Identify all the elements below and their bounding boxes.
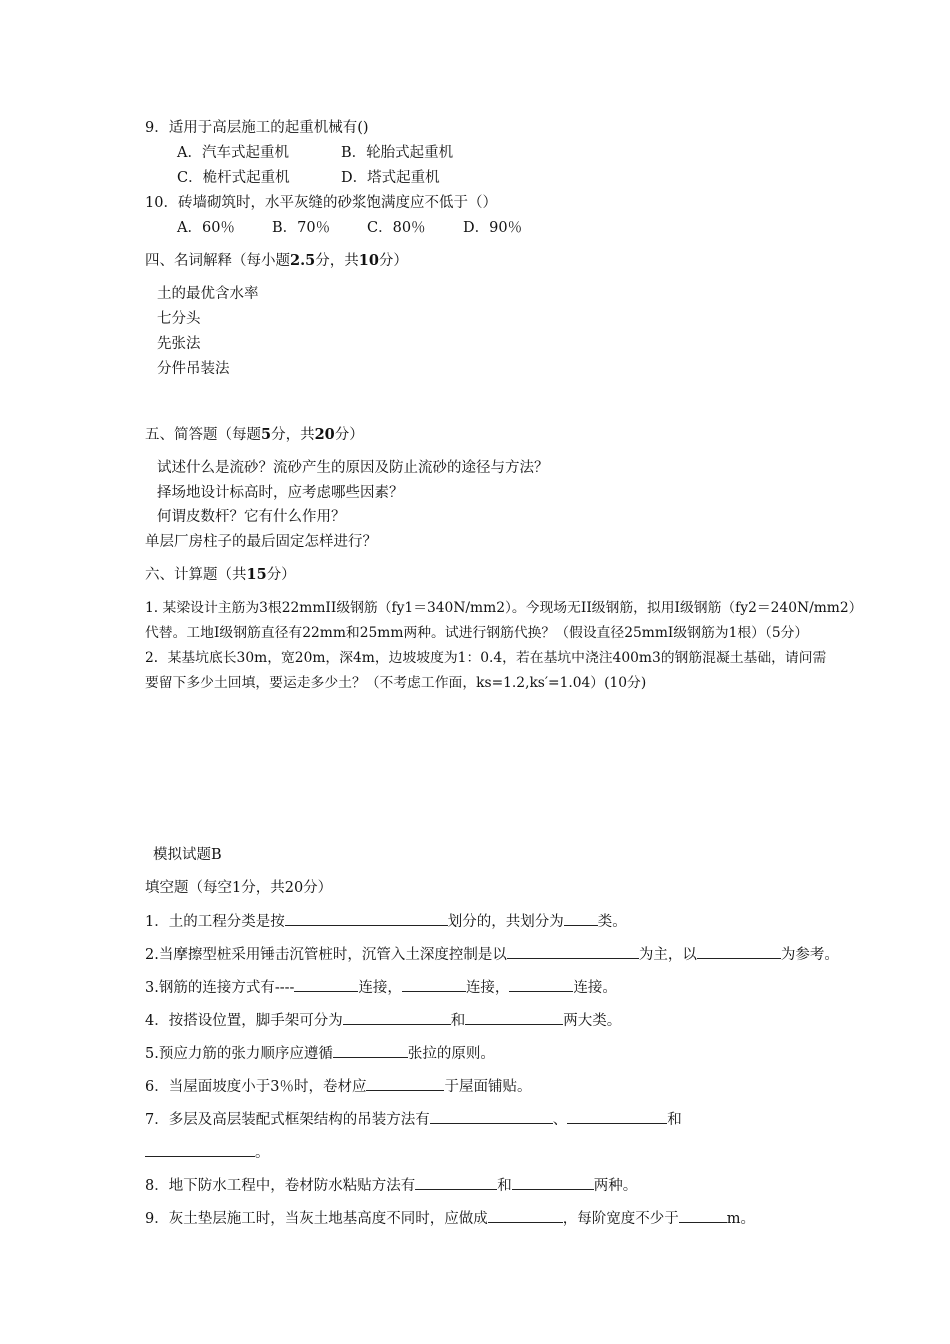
answer-blank[interactable]: [488, 1208, 563, 1223]
fill-text: 为主，以: [638, 947, 697, 963]
fill-text: 两大类。: [563, 1013, 622, 1029]
fill-text: 3.钢筋的连接方式有----: [145, 980, 295, 996]
question-item: 试述什么是流砂？流砂产生的原因及防止流砂的途径与方法？: [157, 460, 549, 476]
calc-problem-1-line-2: 代替。工地Ⅰ级钢筋直径有22mm和25mm两种。试进行钢筋代换？（假设直径25mmⅠ级钢筋为1根）（5分）: [145, 625, 809, 641]
fill-text: 5.预应力筋的张力顺序应遵循: [145, 1046, 333, 1062]
test-b-title: 模拟试题B: [153, 847, 222, 863]
section-4-prefix: 四、名词解释（每小题: [145, 253, 290, 269]
answer-blank[interactable]: [343, 1010, 451, 1025]
fill-text: 7．多层及高层装配式框架结构的吊装方法有: [145, 1112, 430, 1128]
fill-text: 1．土的工程分类是按: [145, 914, 285, 930]
fill-text: 为参考。: [780, 947, 839, 963]
answer-blank[interactable]: [145, 1142, 255, 1157]
fill-item-7-continued: [145, 1142, 270, 1163]
fill-item-6: [145, 1076, 531, 1097]
fill-text: m。: [726, 1211, 755, 1227]
q10-stem: 10．砖墙砌筑时，水平灰缝的砂浆饱满度应不低于（）: [145, 195, 497, 211]
answer-blank[interactable]: [512, 1175, 594, 1190]
section-4-mid: 分，共: [315, 253, 359, 269]
section-5-total: 20: [314, 426, 335, 443]
fill-text: 和: [450, 1013, 466, 1029]
section-4-suffix: 分）: [378, 253, 408, 269]
calc-problem-1-line-1: 1. 某梁设计主筋为3根22mmII级钢筋（fy1＝340N/mm2）。今现场无II级钢筋，拟用Ⅰ级钢筋（fy2＝240N/mm2）: [145, 600, 863, 616]
question-item: 单层厂房柱子的最后固定怎样进行？: [145, 534, 377, 550]
q10-option-a: A．60％: [177, 220, 235, 236]
answer-blank[interactable]: [679, 1208, 727, 1223]
question-item: 择场地设计标高时，应考虑哪些因素？: [157, 485, 404, 501]
fill-text: 2.当摩擦型桩采用锤击沉管桩时，沉管入土深度控制是以: [145, 947, 507, 963]
section-4-heading: [145, 251, 408, 271]
section-5-suffix: 分）: [334, 427, 364, 443]
fill-item-5: [145, 1043, 495, 1064]
section-5-prefix: 五、简答题（每题: [145, 427, 261, 443]
fill-text: 两种。: [593, 1178, 638, 1194]
answer-blank[interactable]: [430, 1109, 553, 1124]
section-6-heading: [145, 565, 296, 585]
q9-option-b: B．轮胎式起重机: [341, 145, 454, 161]
fill-text: 和: [667, 1112, 682, 1128]
section-5-heading: [145, 425, 364, 445]
term-item: 先张法: [157, 336, 201, 352]
fill-text: 4．按搭设位置，脚手架可分为: [145, 1013, 343, 1029]
fill-text: 6．当屋面坡度小于3％时，卷材应: [145, 1079, 367, 1095]
q9-option-d: D．塔式起重机: [341, 170, 440, 186]
fill-text: 、: [552, 1112, 568, 1128]
q10-option-d: D．90％: [463, 220, 523, 236]
fill-text: 和: [497, 1178, 512, 1194]
q9-option-a: A．汽车式起重机: [177, 145, 289, 161]
fill-text: 8．地下防水工程中，卷材防水粘贴方法有: [145, 1178, 416, 1194]
fill-in-header: 填空题（每空1分，共20分）: [145, 880, 333, 896]
fill-text: 9．灰土垫层施工时，当灰土地基高度不同时，应做成: [145, 1211, 488, 1227]
term-item: 分件吊装法: [157, 361, 230, 377]
answer-blank[interactable]: [567, 1109, 667, 1124]
fill-text: 张拉的原则。: [407, 1046, 495, 1062]
section-5-mid: 分，共: [271, 427, 315, 443]
q10-option-b: B．70％: [272, 220, 331, 236]
term-item: 土的最优含水率: [157, 286, 259, 302]
answer-blank[interactable]: [507, 944, 639, 959]
answer-blank[interactable]: [415, 1175, 497, 1190]
section-4-score: 2.5: [290, 252, 316, 269]
fill-item-2: [145, 944, 839, 965]
fill-text: 划分的，共划分为: [447, 914, 564, 930]
fill-text: ，每阶宽度不少于: [562, 1211, 679, 1227]
answer-blank[interactable]: [366, 1076, 444, 1091]
answer-blank[interactable]: [402, 977, 466, 992]
fill-text: 连接，: [465, 980, 510, 996]
fill-item-4: [145, 1010, 621, 1031]
question-item: 何谓皮数杆？它有什么作用？: [157, 509, 346, 525]
section-4-total: 10: [358, 252, 379, 269]
q9-option-c: C．桅杆式起重机: [177, 170, 290, 186]
answer-blank[interactable]: [333, 1043, 408, 1058]
section-6-suffix: 分）: [266, 567, 296, 583]
q9-stem: 9．适用于高层施工的起重机械有(): [145, 120, 369, 136]
section-6-prefix: 六、计算题（共: [145, 567, 247, 583]
term-item: 七分头: [157, 311, 201, 327]
calc-problem-2-line-1: 2．某基坑底长30m，宽20m，深4m，边坡坡度为1：0.4，若在基坑中浇注400m3的钢筋混凝土基础，请问需: [145, 650, 827, 666]
answer-blank[interactable]: [564, 911, 598, 926]
calc-problem-2-line-2: 要留下多少土回填，要运走多少土？（不考虑工作面，ks=1.2,ks′=1.04）(10分): [145, 675, 647, 691]
answer-blank[interactable]: [509, 977, 573, 992]
answer-blank[interactable]: [465, 1010, 563, 1025]
answer-blank[interactable]: [697, 944, 781, 959]
q10-option-c: C．80％: [367, 220, 426, 236]
fill-item-7: [145, 1109, 682, 1130]
answer-blank[interactable]: [294, 977, 358, 992]
section-6-total: 15: [246, 566, 267, 583]
fill-text: 连接，: [358, 980, 402, 996]
fill-item-8: [145, 1175, 637, 1196]
answer-blank[interactable]: [285, 911, 448, 926]
fill-text: 连接。: [573, 980, 617, 996]
fill-text: 于屋面铺贴。: [444, 1079, 532, 1095]
section-5-score: 5: [261, 426, 272, 443]
fill-item-1: [145, 911, 627, 932]
fill-text: 。: [255, 1145, 270, 1161]
fill-text: 类。: [597, 914, 627, 930]
fill-item-9: [145, 1208, 755, 1229]
fill-item-3: [145, 977, 617, 998]
